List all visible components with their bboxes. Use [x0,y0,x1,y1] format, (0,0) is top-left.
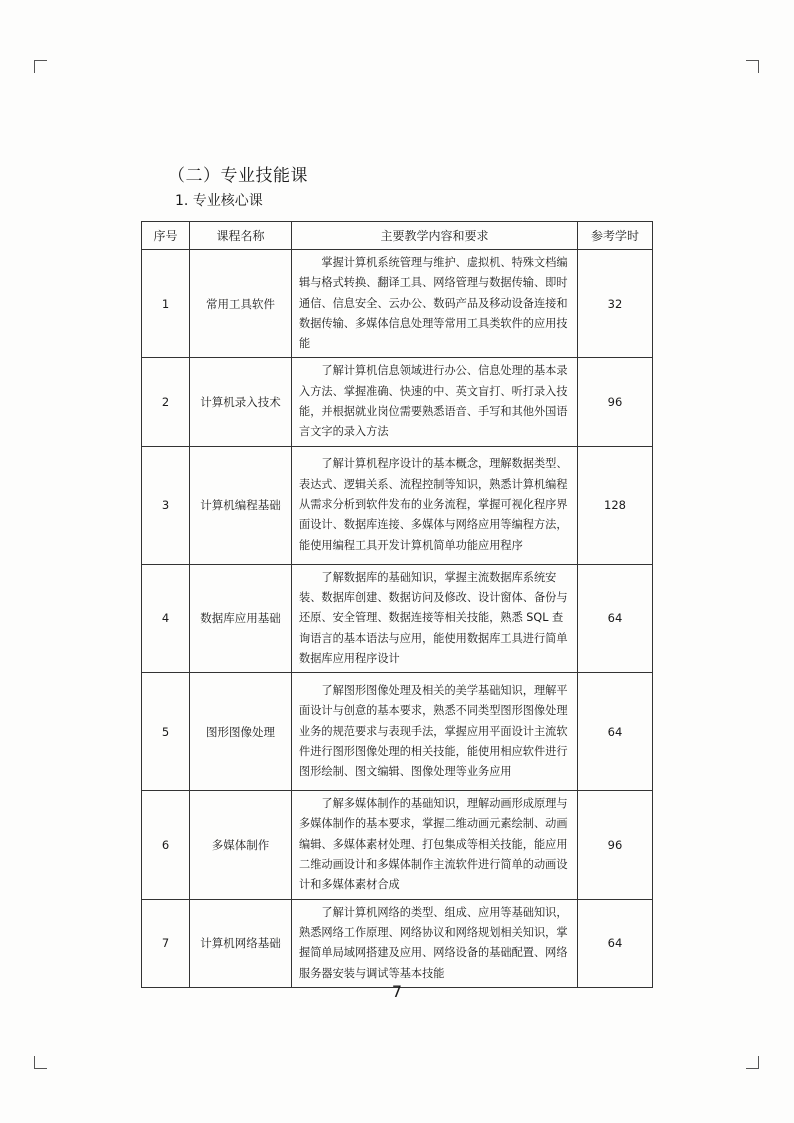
row-course-name: 计算机录入技术 [190,358,292,446]
sub-title: 1. 专业核心课 [175,193,263,209]
row-hours: 96 [578,358,653,446]
header-seq: 序号 [142,222,190,250]
table-header-row [142,222,653,250]
row-content: 了解多媒体制作的基础知识，理解动画形成原理与多媒体制作的基本要求，掌握二维动画元素绘制、动画编辑、多媒体素材处理、打包集成等相关技能，能应用二维动画设计和多媒体制作主流软件进行简单的动画设计和多媒体素材合成 [292,791,578,899]
row-content: 了解计算机程序设计的基本概念，理解数据类型、表达式、逻辑关系、流程控制等知识，熟悉计算机编程从需求分析到软件发布的业务流程，掌握可视化程序界面设计、数据库连接、多媒体与网络应用等编程方法，能使用编程工具开发计算机简单功能应用程序 [292,446,578,564]
row-seq: 6 [142,791,190,899]
course-table [141,221,653,988]
table-row [142,358,653,446]
row-hours: 32 [578,250,653,358]
table-row [142,673,653,791]
row-content: 了解图形图像处理及相关的美学基础知识，理解平面设计与创意的基本要求，熟悉不同类型图形图像处理业务的规范要求与表现手法，掌握应用平面设计主流软件进行图形图像处理的相关技能，能使用相应软件进行图形绘制、图文编辑、图像处理等业务应用 [292,673,578,791]
crop-mark-top-right [746,60,759,73]
row-course-name: 计算机编程基础 [190,446,292,564]
row-course-name: 图形图像处理 [190,673,292,791]
page-number: 7 [391,982,403,1001]
row-course-name: 计算机网络基础 [190,899,292,987]
table-row [142,899,653,987]
crop-mark-bottom-left [34,1056,47,1069]
table-row [142,250,653,358]
table-row [142,564,653,672]
row-hours: 64 [578,673,653,791]
row-content: 了解数据库的基础知识，掌握主流数据库系统安装、数据库创建、数据访问及修改、设计窗体、备份与还原、安全管理、数据连接等相关技能，熟悉 SQL 查询语言的基本语法与应用，能使用数据库工具进行简单数据库应用程序设计 [292,564,578,672]
header-course-name: 课程名称 [190,222,292,250]
row-content: 了解计算机信息领域进行办公、信息处理的基本录入方法、掌握准确、快速的中、英文盲打、听打录入技能，并根据就业岗位需要熟悉语音、手写和其他外国语言文字的录入方法 [292,358,578,446]
row-hours: 64 [578,564,653,672]
row-course-name: 常用工具软件 [190,250,292,358]
row-seq: 4 [142,564,190,672]
header-content: 主要教学内容和要求 [292,222,578,250]
section-title: （二）专业技能课 [168,166,308,186]
row-seq: 5 [142,673,190,791]
row-seq: 1 [142,250,190,358]
row-seq: 7 [142,899,190,987]
row-seq: 2 [142,358,190,446]
row-hours: 128 [578,446,653,564]
row-content: 掌握计算机系统管理与维护、虚拟机、特殊文档编辑与格式转换、翻译工具、网络管理与数据传输、即时通信、信息安全、云办公、数码产品及移动设备连接和数据传输、多媒体信息处理等常用工具类软件的应用技能 [292,250,578,358]
row-content: 了解计算机网络的类型、组成、应用等基础知识，熟悉网络工作原理、网络协议和网络规划相关知识，掌握简单局域网搭建及应用、网络设备的基础配置、网络服务器安装与调试等基本技能 [292,899,578,987]
table-row [142,446,653,564]
crop-mark-top-left [34,60,47,73]
header-hours: 参考学时 [578,222,653,250]
row-hours: 64 [578,899,653,987]
row-course-name: 多媒体制作 [190,791,292,899]
row-seq: 3 [142,446,190,564]
crop-mark-bottom-right [746,1056,759,1069]
row-hours: 96 [578,791,653,899]
table-row [142,791,653,899]
row-course-name: 数据库应用基础 [190,564,292,672]
